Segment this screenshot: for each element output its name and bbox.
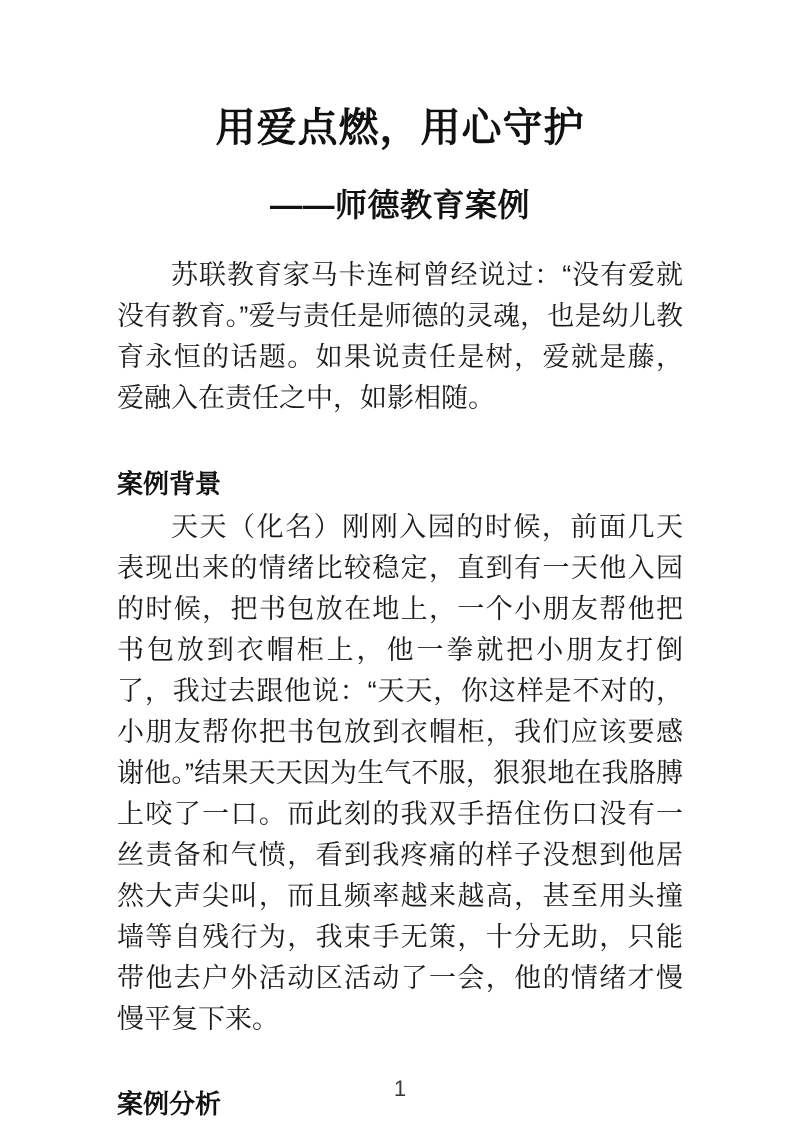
page-title: 用爱点燃，用心守护: [215, 106, 585, 150]
intro-paragraph: 苏联教育家马卡连柯曾经说过：“没有爱就没有教育。”爱与责任是师德的灵魂，也是幼儿教育永恒的话题。如果说责任是树，爱就是藤，爱融入在责任之中，如影相随。: [117, 260, 683, 413]
section-heading-case-analysis: 案例分析: [117, 1089, 222, 1119]
page-subtitle: ——师德教育案例: [269, 187, 530, 223]
document-content: [117, 0, 683, 1125]
section-paragraph-case-background: 天天（化名）刚刚入园的时候，前面几天表现出来的情绪比较稳定，直到有一天他入园的时候，把书包放在地上，一个小朋友帮他把书包放到衣帽柜上，他一拳就把小朋友打倒了，我过去跟他说：“天天，你这样是不对的，小朋友帮你把书包放到衣帽柜，我们应该要感谢他。”结果天天因为生气不服，狠狠地在我胳膊上咬了一口。而此刻的我双手捂住伤口没有一丝责备和气愤，看到我疼痛的样子没想到他居然大声尖叫，而且频率越来越高，甚至用头撞墙等自残行为，我束手无策，十分无助，只能带他去户外活动区活动了一会，他的情绪才慢慢平复下来。: [117, 512, 683, 1034]
section-heading-case-background: 案例背景: [117, 469, 222, 499]
page-number: 1: [393, 1076, 407, 1101]
